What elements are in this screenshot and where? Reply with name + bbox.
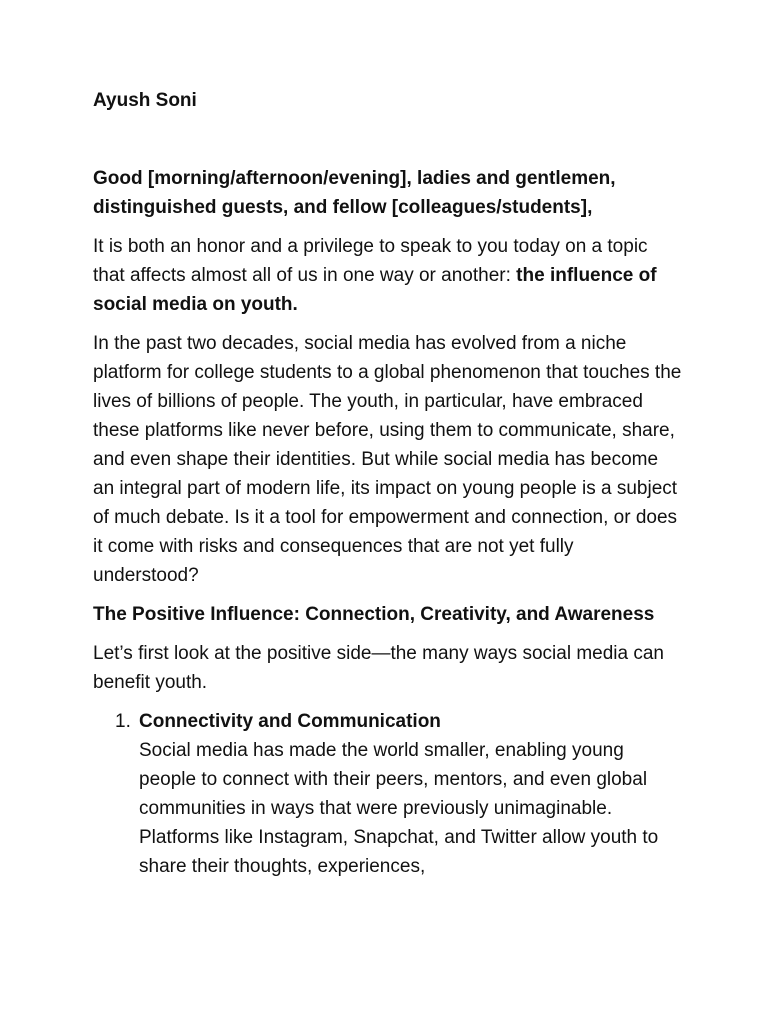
section-heading: The Positive Influence: Connection, Creativity, and Awareness (93, 604, 655, 625)
list-item-number: 1. (115, 711, 131, 732)
benefits-list (93, 707, 683, 881)
intro-emphasis: the influence of social media on youth. (93, 265, 657, 315)
list-item-title: Connectivity and Communication (139, 711, 441, 732)
section-intro-paragraph: Let’s first look at the positive side—the many ways social media can benefit youth. (93, 643, 664, 693)
list-item (93, 707, 683, 881)
intro-text: It is both an honor and a privilege to speak to you today on a topic that affects almost all of us in one way or another: (93, 236, 648, 286)
list-item-body: Social media has made the world smaller, enabling young people to connect with their peers, mentors, and even global communities in ways that were previously unimaginable. Platforms like Instagram, Snapchat, and Twitter allow youth to share their thoughts, experiences, (139, 740, 659, 877)
body-paragraph: In the past two decades, social media has evolved from a niche platform for college students to a global phenomenon that touches the lives of billions of people. The youth, in particular, have embraced these platforms like never before, using them to communicate, share, and even shape their identities. But while social media has become an integral part of modern life, its impact on young people is a subject of much debate. Is it a tool for empowerment and connection, or does it come with risks and consequences that are not yet fully understood? (93, 333, 682, 586)
author-name: Ayush Soni (93, 90, 197, 111)
intro-paragraph (93, 232, 683, 319)
speech-greeting: Good [morning/afternoon/evening], ladies and gentlemen, distinguished guests, and fellow [colleagues/students], (93, 168, 616, 218)
document-page (93, 86, 683, 881)
